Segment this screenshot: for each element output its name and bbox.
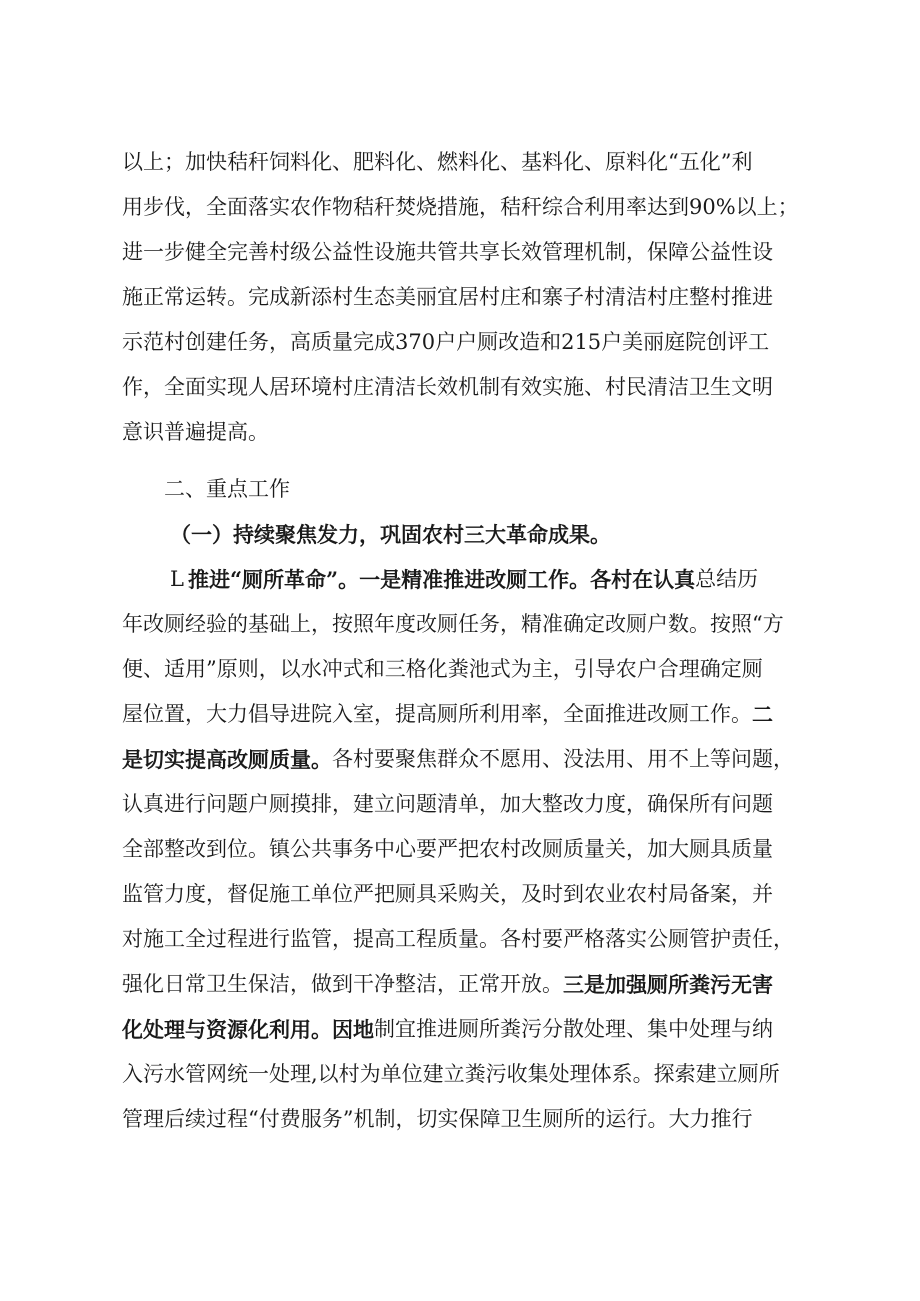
text-line-content: 屋位置，大力倡导进院入室，提高厕所利用率，全面推进改厕工作。 bbox=[122, 702, 752, 726]
text-line-content: 便、适用”原则，以水冲式和三格化粪池式为主，引导农户合理确定厕 bbox=[122, 657, 763, 681]
text-line bbox=[122, 647, 802, 692]
subsection-heading bbox=[122, 512, 802, 557]
paragraph-gap bbox=[122, 455, 802, 467]
text-line bbox=[122, 602, 802, 647]
bold-text: 是切实提高改厕质量。 bbox=[122, 747, 332, 772]
text-line-content: 以上；加快秸秆饲料化、肥料化、燃料化、基料化、原料化“五化”利 bbox=[122, 150, 753, 174]
text-line bbox=[122, 1007, 802, 1052]
bold-text: 三是加强厕所粪污无害 bbox=[563, 972, 773, 997]
text-line bbox=[122, 737, 802, 782]
text-line-content: 认真进行问题户厕摸排，建立问题清单，加大整改力度，确保所有问题 bbox=[122, 792, 773, 816]
text-line-content: 制宜推进厕所粪污分散处理、集中处理与纳 bbox=[374, 1017, 773, 1041]
text-line-content: 年改厕经验的基础上，按照年度改厕任务，精准确定改厕户数。按照“方 bbox=[122, 612, 784, 636]
text-line-content: 管理后续过程“付费服务”机制，切实保障卫生厕所的运行。大力推行 bbox=[122, 1107, 753, 1131]
text-line bbox=[122, 782, 802, 827]
text-line-content: 全部整改到位。镇公共事务中心要严把农村改厕质量关，加大厕具质量 bbox=[122, 837, 773, 861]
text-line-content: 示范村创建任务，高质量完成370户户厕改造和215户美丽庭院创评工 bbox=[122, 330, 770, 354]
text-line-content: 监管力度，督促施工单位严把厕具采购关，及时到农业农村局备案，并 bbox=[122, 882, 773, 906]
list-marker: L bbox=[170, 567, 184, 591]
text-line-content: 意识普遍提高。 bbox=[122, 420, 269, 444]
text-line bbox=[122, 827, 802, 872]
section-heading-text: 二、重点工作 bbox=[164, 477, 290, 501]
text-line-content: 对施工全过程进行监管，提高工程质量。各村要严格落实公厕管护责任， bbox=[122, 927, 794, 951]
text-line bbox=[122, 140, 802, 185]
text-line bbox=[122, 692, 802, 737]
text-line bbox=[122, 1097, 802, 1142]
text-line-content: 作，全面实现人居环境村庄清洁长效机制有效实施、村民清洁卫生文明 bbox=[122, 375, 773, 399]
text-line bbox=[122, 365, 802, 410]
bold-text: 推进“厕所革命”。一是精准推进改厕工作。各村在认真 bbox=[187, 567, 696, 592]
bold-text: 二 bbox=[752, 702, 773, 727]
text-line bbox=[122, 557, 802, 602]
text-line-content: 用步伐，全面落实农作物秸秆焚烧措施，秸秆综合利用率达到90%以上； bbox=[122, 195, 799, 219]
text-line bbox=[122, 275, 802, 320]
text-line bbox=[122, 230, 802, 275]
text-line-content: 入污水管网统一处理,以村为单位建立粪污收集处理体系。探索建立厕所 bbox=[122, 1062, 780, 1086]
text-line bbox=[122, 410, 802, 455]
subsection-heading-text: （一）持续聚焦发力，巩固农村三大革命成果。 bbox=[170, 522, 611, 547]
text-line bbox=[122, 872, 802, 917]
text-line bbox=[122, 320, 802, 365]
document-body bbox=[122, 140, 802, 1142]
text-line-content: 总结历 bbox=[695, 567, 759, 591]
text-line bbox=[122, 185, 802, 230]
text-line-content: 施正常运转。完成新添村生态美丽宜居村庄和寨子村清洁村庄整村推进 bbox=[122, 285, 773, 309]
text-line bbox=[122, 1052, 802, 1097]
bold-text: 化处理与资源化利用。因地 bbox=[122, 1017, 374, 1042]
text-line bbox=[122, 962, 802, 1007]
text-line-content: 强化日常卫生保洁，做到干净整洁，正常开放。 bbox=[122, 972, 563, 996]
text-line bbox=[122, 917, 802, 962]
section-heading bbox=[122, 467, 802, 512]
text-line-content: 各村要聚焦群众不愿用、没法用、用不上等问题， bbox=[332, 747, 794, 771]
text-line-content: 进一步健全完善村级公益性设施共管共享长效管理机制，保障公益性设 bbox=[122, 240, 773, 264]
